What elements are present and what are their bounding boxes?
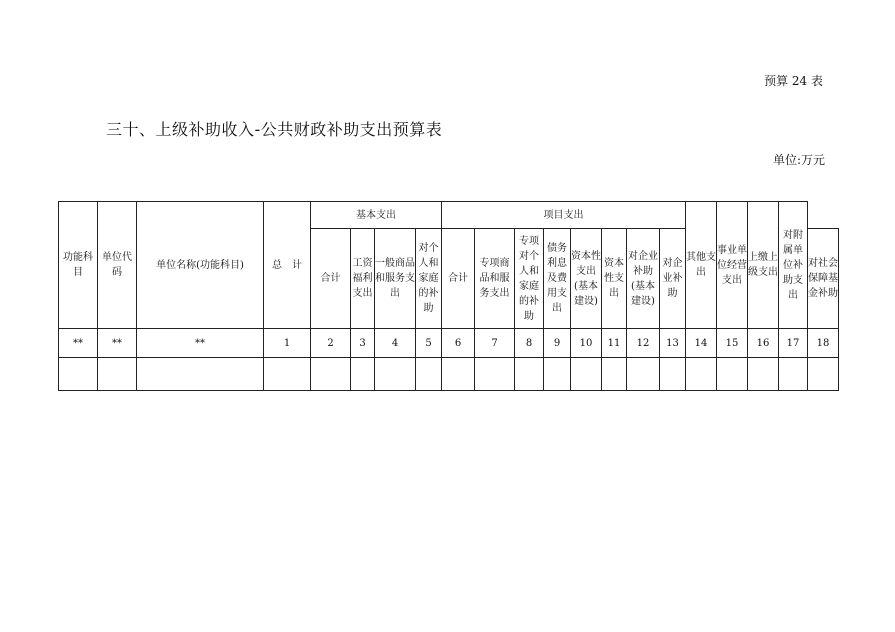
- header-project-capital: 资本性支出: [602, 229, 627, 329]
- empty-cell: [137, 358, 264, 391]
- header-total: 总 计: [264, 202, 311, 329]
- index-cell: 7: [475, 329, 515, 358]
- empty-cell: [717, 358, 748, 391]
- empty-cell: [686, 358, 717, 391]
- empty-cell: [475, 358, 515, 391]
- empty-cell: [311, 358, 351, 391]
- page-title: 三十、上级补助收入-公共财政补助支出预算表: [106, 120, 443, 139]
- header-basic-wage: 工资福利支出: [351, 229, 375, 329]
- header-upper-payment: 上缴上级支出: [748, 202, 779, 329]
- header-project-goods: 专项商品和服务支出: [475, 229, 515, 329]
- header-project-debt: 债务利息及费用支出: [544, 229, 571, 329]
- empty-cell: [442, 358, 475, 391]
- index-cell: **: [137, 329, 264, 358]
- index-cell: 14: [686, 329, 717, 358]
- header-group-project: 项目支出: [442, 202, 686, 229]
- index-cell: 8: [515, 329, 544, 358]
- header-group-basic: 基本支出: [311, 202, 442, 229]
- header-project-social-fund: 对社会保障基金补助: [808, 229, 839, 329]
- index-cell: 3: [351, 329, 375, 358]
- index-cell: 17: [779, 329, 808, 358]
- table-number: 预算 24 表: [764, 74, 823, 88]
- header-affiliated-subsidy: 对附属单位补助支出: [779, 202, 808, 329]
- empty-cell: [264, 358, 311, 391]
- empty-cell: [748, 358, 779, 391]
- empty-cell: [660, 358, 686, 391]
- empty-data-row: [59, 358, 839, 391]
- header-project-enterprise: 对企业补助: [660, 229, 686, 329]
- index-cell: 15: [717, 329, 748, 358]
- header-project-capital-build: 资本性支出(基本建设): [571, 229, 602, 329]
- empty-cell: [544, 358, 571, 391]
- index-cell: 1: [264, 329, 311, 358]
- index-cell: 18: [808, 329, 839, 358]
- empty-cell: [627, 358, 660, 391]
- header-other-expense: 其他支出: [686, 202, 717, 329]
- index-cell: 11: [602, 329, 627, 358]
- header-project-personal: 专项对个人和家庭的补助: [515, 229, 544, 329]
- index-cell: 16: [748, 329, 779, 358]
- empty-cell: [375, 358, 416, 391]
- empty-cell: [571, 358, 602, 391]
- header-basic-personal: 对个人和家庭的补助: [416, 229, 442, 329]
- index-cell: **: [98, 329, 137, 358]
- unit-label: 单位:万元: [772, 153, 825, 167]
- index-cell: 9: [544, 329, 571, 358]
- empty-cell: [602, 358, 627, 391]
- header-basic-sum: 合计: [311, 229, 351, 329]
- header-basic-goods: 一般商品和服务支出: [375, 229, 416, 329]
- budget-table: [58, 201, 839, 391]
- empty-cell: [416, 358, 442, 391]
- header-project-enterprise-build: 对企业补助(基本建设): [627, 229, 660, 329]
- empty-cell: [515, 358, 544, 391]
- empty-cell: [779, 358, 808, 391]
- header-function-subject: 功能科目: [59, 202, 98, 329]
- empty-cell: [808, 358, 839, 391]
- empty-cell: [59, 358, 98, 391]
- index-cell: 13: [660, 329, 686, 358]
- header-business-operating: 事业单位经营支出: [717, 202, 748, 329]
- empty-cell: [98, 358, 137, 391]
- index-cell: 10: [571, 329, 602, 358]
- header-unit-name: 单位名称(功能科目): [137, 202, 264, 329]
- index-cell: 2: [311, 329, 351, 358]
- index-cell: 12: [627, 329, 660, 358]
- header-unit-code: 单位代码: [98, 202, 137, 329]
- index-cell: 4: [375, 329, 416, 358]
- index-cell: 5: [416, 329, 442, 358]
- header-project-sum: 合计: [442, 229, 475, 329]
- index-cell: **: [59, 329, 98, 358]
- empty-cell: [351, 358, 375, 391]
- index-cell: 6: [442, 329, 475, 358]
